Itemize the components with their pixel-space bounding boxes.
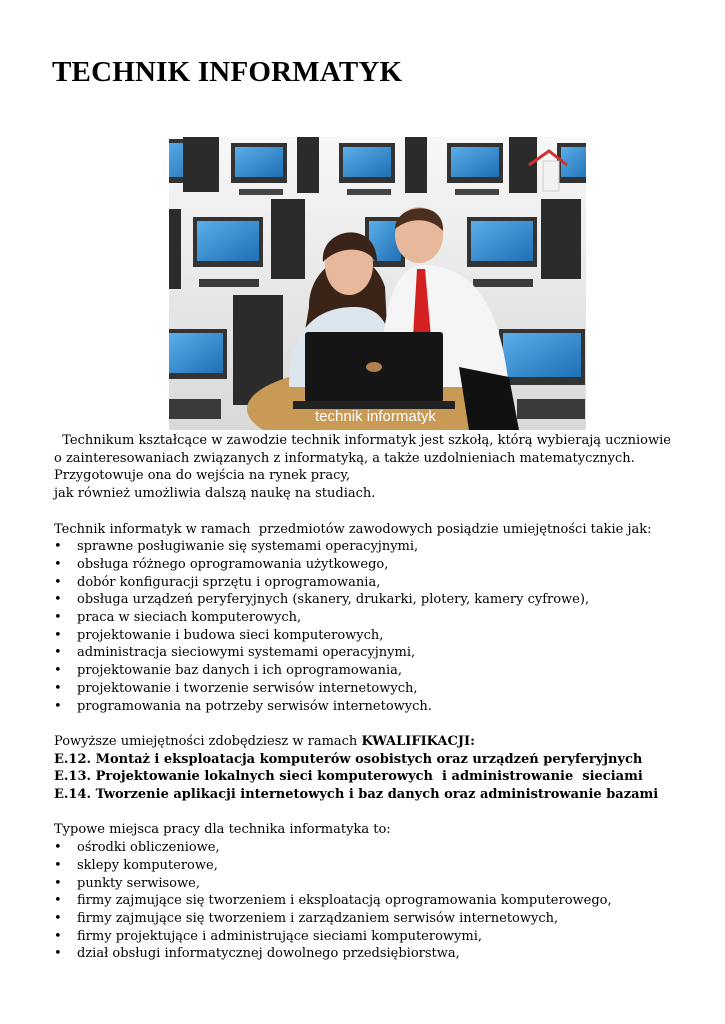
qualification-e14: E.14. Tworzenie aplikacji internetowych i baz danych oraz administrowanie bazami [54, 787, 659, 803]
list-item: • obsługa różnego oprogramowania użytkowego, [54, 556, 389, 572]
intro-section [54, 432, 674, 963]
list-item: • ośrodki obliczeniowe, [54, 840, 220, 856]
list-item: • dział obsługi informatycznej dowolnego przedsiębiorstwa, [54, 946, 460, 962]
qualification-e12: E.12. Montaż i eksploatacja komputerów osobistych oraz urządzeń peryferyjnych [54, 751, 643, 767]
list-item: • programowania na potrzeby serwisów internetowych. [54, 698, 432, 714]
laptop [293, 332, 455, 409]
qualifications-lead: Powyższe umiejętności zdobędziesz w ramach KWALIFIKACJI: [54, 733, 475, 749]
workplaces-list [54, 839, 674, 963]
skills-list [54, 538, 674, 715]
list-item: • firmy zajmujące się tworzeniem i eksploatacją oprogramowania komputerowego, [54, 893, 612, 909]
list-item: • projektowanie i budowa sieci komputerowych, [54, 627, 384, 643]
list-item: • dobór konfiguracji sprzętu i oprogramowania, [54, 574, 381, 590]
qualification-e13: E.13. Projektowanie lokalnych sieci komputerowych i administrowanie sieciami [54, 769, 643, 785]
list-item: • firmy projektujące i administrujące sieciami komputerowymi, [54, 928, 482, 944]
students-at-laptop-illustration [169, 137, 586, 430]
page-title: TECHNIK INFORMATYK [52, 56, 403, 88]
list-item: • punkty serwisowe, [54, 875, 200, 891]
list-item: • administracja sieciowymi systemami operacyjnymi, [54, 645, 416, 661]
list-item: • praca w sieciach komputerowych, [54, 610, 302, 626]
header-photo [169, 137, 586, 430]
skills-lead: Technik informatyk w ramach przedmiotów zawodowych posiądzie umiejętności takie jak: [54, 521, 652, 537]
list-item: • obsługa urządzeń peryferyjnych (skanery, drukarki, plotery, kamery cyfrowe), [54, 592, 590, 608]
list-item: • projektowanie baz danych i ich oprogramowania, [54, 663, 403, 679]
list-item: • sprawne posługiwanie się systemami operacyjnymi, [54, 539, 419, 555]
list-item: • projektowanie i tworzenie serwisów internetowych, [54, 680, 418, 696]
intro-paragraph: Technikum kształcące w zawodzie technik informatyk jest szkołą, którą wybierają uczniowie o zainteresowaniach związanych z informatyką, a także uzdolnieniach matematycznych. Przygotowuje ona do wejścia na rynek pracy, [54, 433, 676, 484]
intro-paragraph-end: jak również umożliwia dalszą naukę na studiach. [54, 486, 376, 502]
list-item: • sklepy komputerowe, [54, 857, 218, 873]
photo-caption: technik informatyk [315, 408, 436, 425]
workplaces-lead: Typowe miejsca pracy dla technika informatyka to: [54, 822, 391, 838]
list-item: • firmy zajmujące się tworzeniem i zarządzaniem serwisów internetowych, [54, 910, 559, 926]
